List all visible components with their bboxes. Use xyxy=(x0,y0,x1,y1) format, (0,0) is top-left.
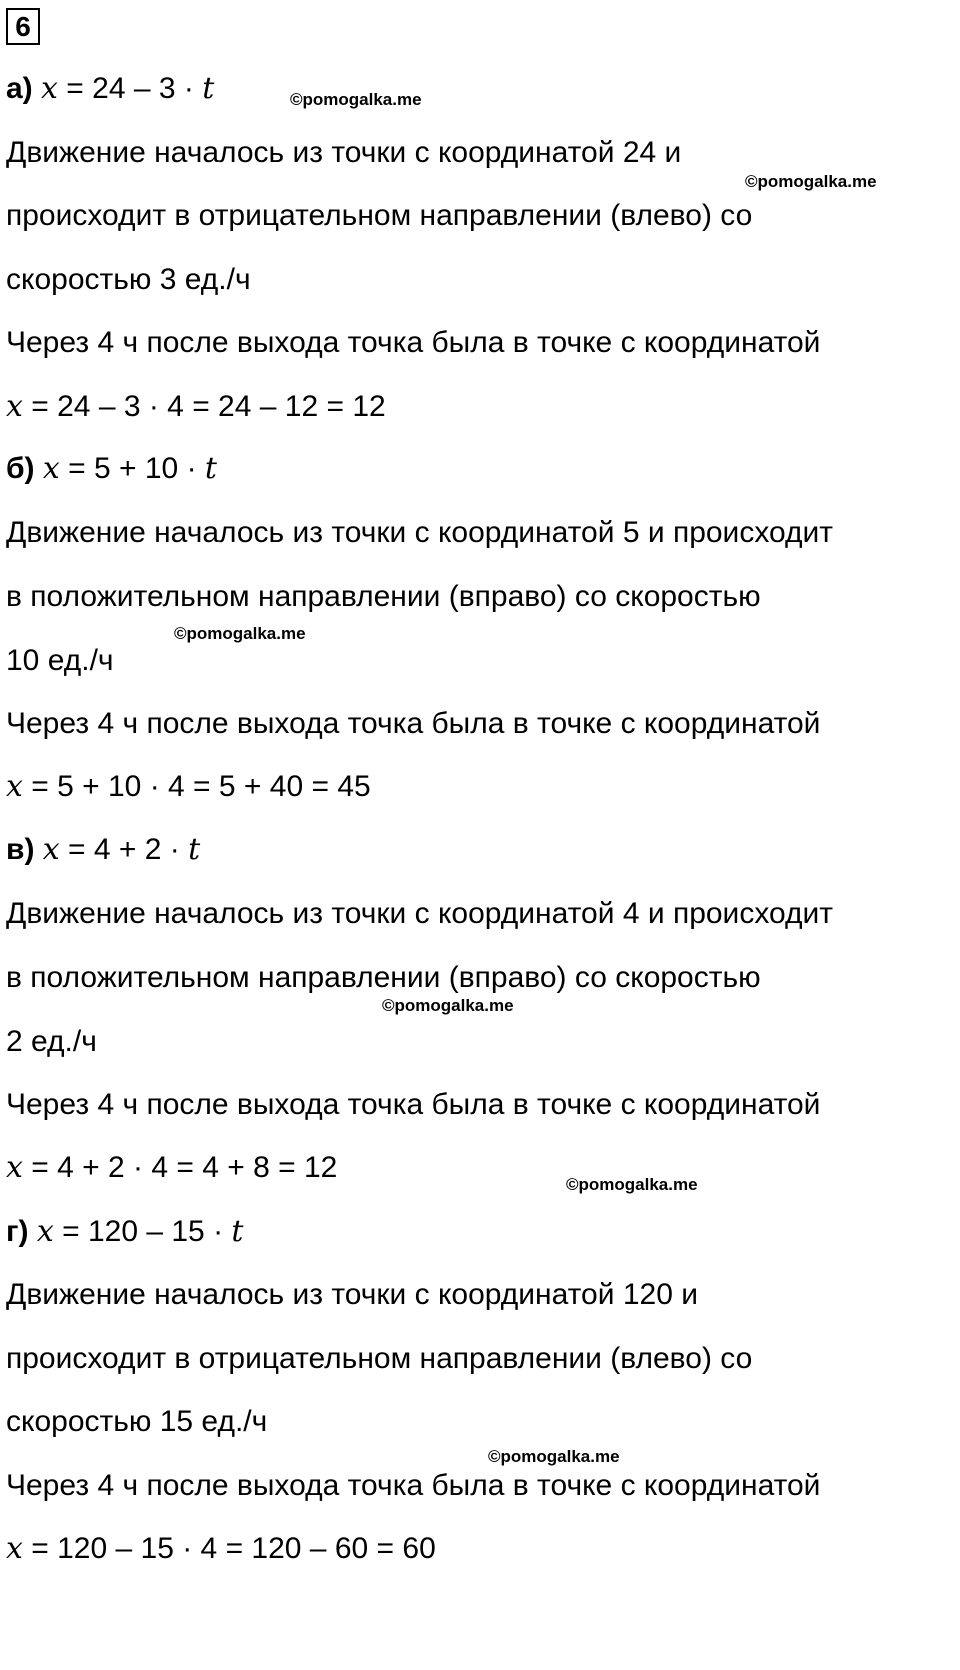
part-v-line-4: Через 4 ч после выхода точка была в точке с координатой xyxy=(6,1088,821,1121)
var-x: x xyxy=(6,389,23,424)
part-b-calc xyxy=(6,770,371,804)
formula-text: = 24 – 3 · xyxy=(57,72,203,105)
var-x: x xyxy=(6,1150,23,1185)
part-g-line-2: происходит в отрицательном направлении (влево) со xyxy=(6,1342,753,1375)
part-v-formula xyxy=(6,833,200,867)
part-a-label: а) xyxy=(6,72,33,105)
problem-number-box: 6 xyxy=(6,8,40,45)
part-a-line-2: происходит в отрицательном направлении (влево) со xyxy=(6,199,753,232)
watermark: ©pomogalka.me xyxy=(382,996,514,1015)
var-x: x xyxy=(42,832,60,867)
var-t: t xyxy=(231,1214,244,1249)
var-x: x xyxy=(36,1214,54,1249)
watermark: ©pomogalka.me xyxy=(290,90,422,109)
part-v-line-2: в положительном направлении (вправо) со скоростью xyxy=(6,961,761,994)
watermark: ©pomogalka.me xyxy=(745,172,877,191)
part-a-calc xyxy=(6,390,386,424)
watermark: ©pomogalka.me xyxy=(488,1447,620,1466)
var-x: x xyxy=(6,769,23,804)
part-a-line-1: Движение началось из точки с координатой 24 и xyxy=(6,136,682,169)
part-b-line-3: 10 ед./ч xyxy=(6,644,114,677)
calc-text: = 120 – 15 · 4 = 120 – 60 = 60 xyxy=(22,1532,436,1565)
part-g-line-1: Движение началось из точки с координатой 120 и xyxy=(6,1278,698,1311)
part-g-formula xyxy=(6,1215,243,1249)
part-b-line-4: Через 4 ч после выхода точка была в точке с координатой xyxy=(6,707,821,740)
part-b-label: б) xyxy=(6,452,35,485)
var-t: t xyxy=(188,832,201,867)
part-g-label: г) xyxy=(6,1215,29,1248)
part-a-line-3: скоростью 3 ед./ч xyxy=(6,263,251,296)
var-t: t xyxy=(202,71,215,106)
part-v-line-1: Движение началось из точки с координатой 4 и происходит xyxy=(6,897,834,930)
part-g-calc xyxy=(6,1532,436,1566)
part-b-line-2: в положительном направлении (вправо) со скоростью xyxy=(6,580,761,613)
formula-text: = 120 – 15 · xyxy=(53,1215,232,1248)
var-x: x xyxy=(6,1531,23,1566)
part-v-label: в) xyxy=(6,833,35,866)
part-v-line-3: 2 ед./ч xyxy=(6,1025,97,1058)
var-t: t xyxy=(204,451,217,486)
part-b-formula xyxy=(6,452,217,486)
calc-text: = 4 + 2 · 4 = 4 + 8 = 12 xyxy=(22,1151,338,1184)
watermark: ©pomogalka.me xyxy=(566,1175,698,1194)
var-x: x xyxy=(42,451,60,486)
var-x: x xyxy=(41,71,58,106)
formula-text: = 4 + 2 · xyxy=(59,833,189,866)
watermark: ©pomogalka.me xyxy=(174,624,306,643)
part-g-line-4: Через 4 ч после выхода точка была в точке с координатой xyxy=(6,1469,821,1502)
part-g-line-3: скоростью 15 ед./ч xyxy=(6,1405,268,1438)
formula-text: = 5 + 10 · xyxy=(59,452,205,485)
part-a-line-4: Через 4 ч после выхода точка была в точке с координатой xyxy=(6,326,821,359)
calc-text: = 24 – 3 · 4 = 24 – 12 = 12 xyxy=(22,390,386,423)
part-v-calc xyxy=(6,1151,337,1185)
part-a-formula xyxy=(6,72,214,106)
part-b-line-1: Движение началось из точки с координатой 5 и происходит xyxy=(6,516,834,549)
calc-text: = 5 + 10 · 4 = 5 + 40 = 45 xyxy=(22,770,371,803)
